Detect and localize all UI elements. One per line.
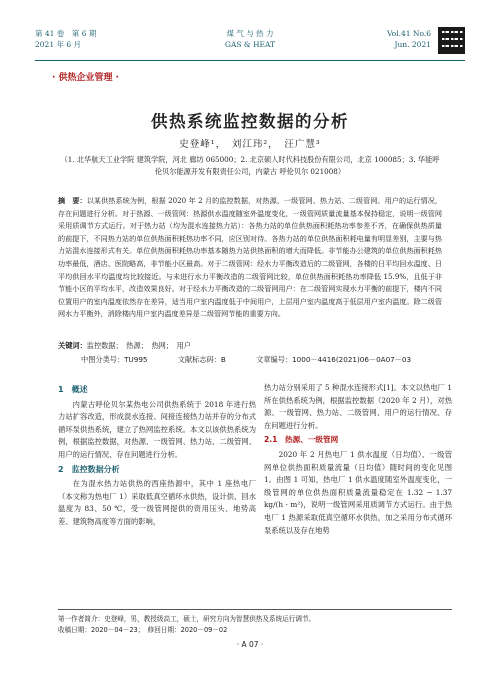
issue-date-en: Jun. 2021 bbox=[394, 40, 431, 49]
author-bio: 第一作者简介：史登峰，男，教授级高工，硕士，研究方向为智慧供热及系统运行调节。 bbox=[58, 615, 316, 623]
abstract-text: 以某供热系统为例，根据 2020 年 2 月的监控数据，对热源、一级管网、热力站、二级管网、用户的运行情况，存在问题进行分析。对于热源、一级管网：热源供水温度随室外温度变化，一级管网质量流量基本保持稳定，说明一级管网采用质调节方式运行。对于热力站（均为混水连接热力站）：各热力站的单位供热面积耗热功率参差不齐，在确保供热质量的前提下，不同热力站的单位供热面积耗热功率不同，应区别对待。各热力站的单位供热面积耗电量有明显差别，主要与热力站混水连接形式有关。单位供热面积耗热功率基本随热力站供热面积的增大而降低。非节能办公建筑的单位供热面积耗热功率最低，酒店、医院略高，非节能小区最高。对于二级管网：经水力平衡改造后的二级管网，各楼的日平均回水温度、日平均供回水平均温度均比较接近。与未进行水力平衡改造的二级管网比较，单位供热面积耗热功率降低 15.9%，且低于非节能小区的平均水平，改造效果良好。对于经水力平衡改造的二级管网用户：在二级管网实现水力平衡的前提下，楼内不同位置用户的室内温度依然存在差异，适当用户室内温度低于中间用户，上层用户室内温度高于低层用户室内温度。除二级管网水力平衡外，消除楼内用户室内温度差异是二级管网节能的重要方向。 bbox=[58, 196, 442, 319]
volume-issue-en: Vol.41 No.6 bbox=[386, 29, 431, 38]
classification-line bbox=[81, 355, 442, 365]
footnote bbox=[58, 614, 452, 636]
journal-name-en: GAS & HEAT bbox=[224, 40, 275, 49]
header-right bbox=[387, 28, 431, 50]
keywords-text: 监控数据； 热源； 热网； 用户 bbox=[86, 341, 191, 350]
journal-name-cn: 煤 气 与 热 力 bbox=[226, 29, 274, 38]
subsection-heading: 2.1 热源、一级管网 bbox=[264, 435, 339, 445]
journal-header bbox=[35, 28, 465, 58]
footnote-divider bbox=[58, 609, 452, 610]
abstract bbox=[58, 195, 442, 321]
article-number: 文章编号：1000－4416(2021)06－0A07－03 bbox=[256, 355, 412, 364]
page-number: · A 07 · bbox=[236, 640, 264, 649]
paragraph: 热力站分别采用了 5 种混水连接形式[1]。本文以热电厂 1 所在供热系统为例，根据监控数据（2020 年 2 月），对热源、一级管网、热力站、二级管网、用户的运行情况、存在问题进行分析。 bbox=[264, 383, 452, 430]
body-column-left bbox=[58, 382, 256, 529]
keywords bbox=[58, 341, 442, 351]
paragraph: 内蒙古呼伦贝尔某热电公司供热系统于 2018 年进行热力站扩容改造，形成混水连接、间接连接热力站并存的分布式循环泵供热系统，建立了热网监控系统。本文以该供热系统为例，根据监控数据，对热源、一级管网、热力站、二级管网、用户的运行情况、存在问题进行分析。 bbox=[58, 399, 256, 459]
header-divider bbox=[35, 60, 465, 61]
paragraph: 2020 年 2 月热电厂 1 供水温度（日均值）、一级管网单位供热面积质量流量（日均值）随时间的变化见图 1。由图 1 可知，热电厂 1 供水温度随室外温度变化，一级管网的单位供热面积质量流量稳定在 1.32 − 1.37 kg/(h · m²)，说明一级管网采用质调节方式运行。由于热电厂 1 热源采取低真空循环水供热，加之采用分布式循环泵系统以及存在地势 bbox=[264, 449, 452, 535]
clc-number: 中图分类号：TU995 bbox=[81, 355, 148, 364]
section-heading: 2 监控数据分析 bbox=[58, 464, 120, 474]
section-heading: 1 概述 bbox=[58, 385, 88, 394]
volume-issue: 第 41 卷 第 6 期 bbox=[35, 29, 97, 38]
authors: 史登峰¹， 刘江玮²， 汪广慧³ bbox=[179, 139, 321, 150]
abstract-label: 摘 要： bbox=[58, 196, 87, 205]
qr-code-icon bbox=[438, 27, 465, 54]
body-column-right bbox=[264, 382, 452, 537]
affiliations: （1. 北华航天工业学院 建筑学院，河北 廊坊 065000；2. 北京硕人时代科技股份有限公司，北京 100085；3. 华能呼伦贝尔能源开发有限责任公司，内蒙古 呼伦贝尔 021008） bbox=[60, 155, 440, 176]
paragraph: 在为混水热力站供热的西座热源中，其中 1 座热电厂（本文称为热电厂 1）采取低真空循环水供热，设计供、回水温度为 83、50 ℃，受一级管网提供的资用压头、地势高差、建筑物高度等方面的影响， bbox=[58, 479, 256, 526]
column-label: · 供热企业管理 · bbox=[52, 73, 120, 83]
received-dates: 收稿日期：2020－04－23； 修回日期：2020－09－02 bbox=[58, 626, 228, 634]
keywords-label: 关键词： bbox=[58, 341, 87, 350]
issue-date: 2021 年 6 月 bbox=[35, 40, 82, 49]
document-code: 文献标志码：B bbox=[177, 355, 226, 364]
paper-title: 供热系统监控数据的分析 bbox=[151, 112, 349, 131]
